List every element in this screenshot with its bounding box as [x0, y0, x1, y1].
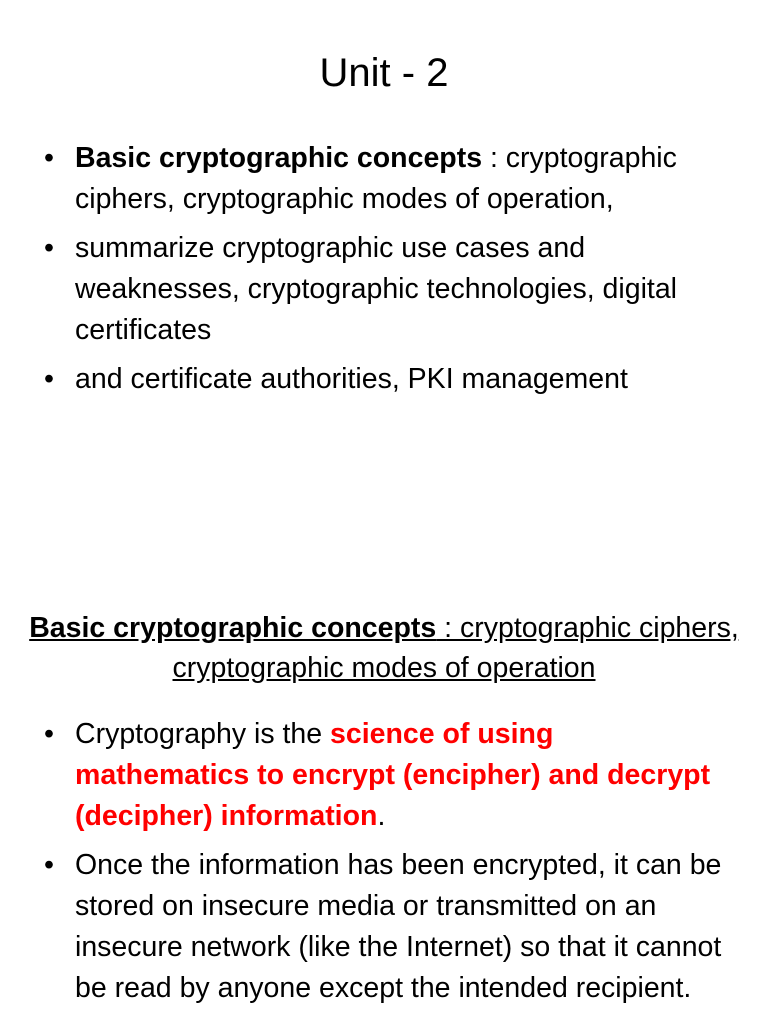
heading-text: : cryptographic ciphers, cryptographic modes of operation — [172, 612, 739, 684]
bullet-text: and certificate authorities, PKI management — [75, 363, 628, 395]
list-item — [44, 228, 728, 351]
bullet-icon: • — [44, 849, 54, 881]
list-item — [44, 138, 728, 220]
bullet-text: : cryptographic ciphers, cryptographic modes of operation, — [75, 142, 677, 215]
section-heading — [20, 608, 748, 688]
slide-2 — [0, 580, 768, 1024]
bullet-icon: • — [44, 718, 54, 750]
list-item — [44, 714, 728, 837]
bullet-icon: • — [44, 232, 54, 264]
bullet-text: Cryptography is the — [75, 718, 331, 750]
bullet-text: Once the information has been encrypted, it can be stored on insecure media or transmitted on an insecure network (like the Internet) so that it cannot be read by anyone except the intended recipient. — [75, 849, 722, 1004]
heading-bold-term: Basic cryptographic concepts — [29, 612, 437, 644]
bullet-text-end: . — [377, 800, 386, 832]
bullet-list — [44, 714, 728, 1017]
bullet-text: summarize cryptographic use cases and weaknesses, cryptographic technologies, digital certificates — [75, 232, 678, 346]
bullet-icon: • — [44, 142, 54, 174]
bold-term: Basic cryptographic concepts — [75, 142, 483, 174]
highlighted-text: science of using mathematics to encrypt (encipher) and decrypt (decipher) information — [75, 718, 711, 832]
list-item — [44, 845, 728, 1009]
bullet-icon: • — [44, 363, 54, 395]
bullet-list — [44, 138, 728, 408]
list-item — [44, 359, 728, 400]
slide-title: Unit - 2 — [319, 51, 449, 95]
